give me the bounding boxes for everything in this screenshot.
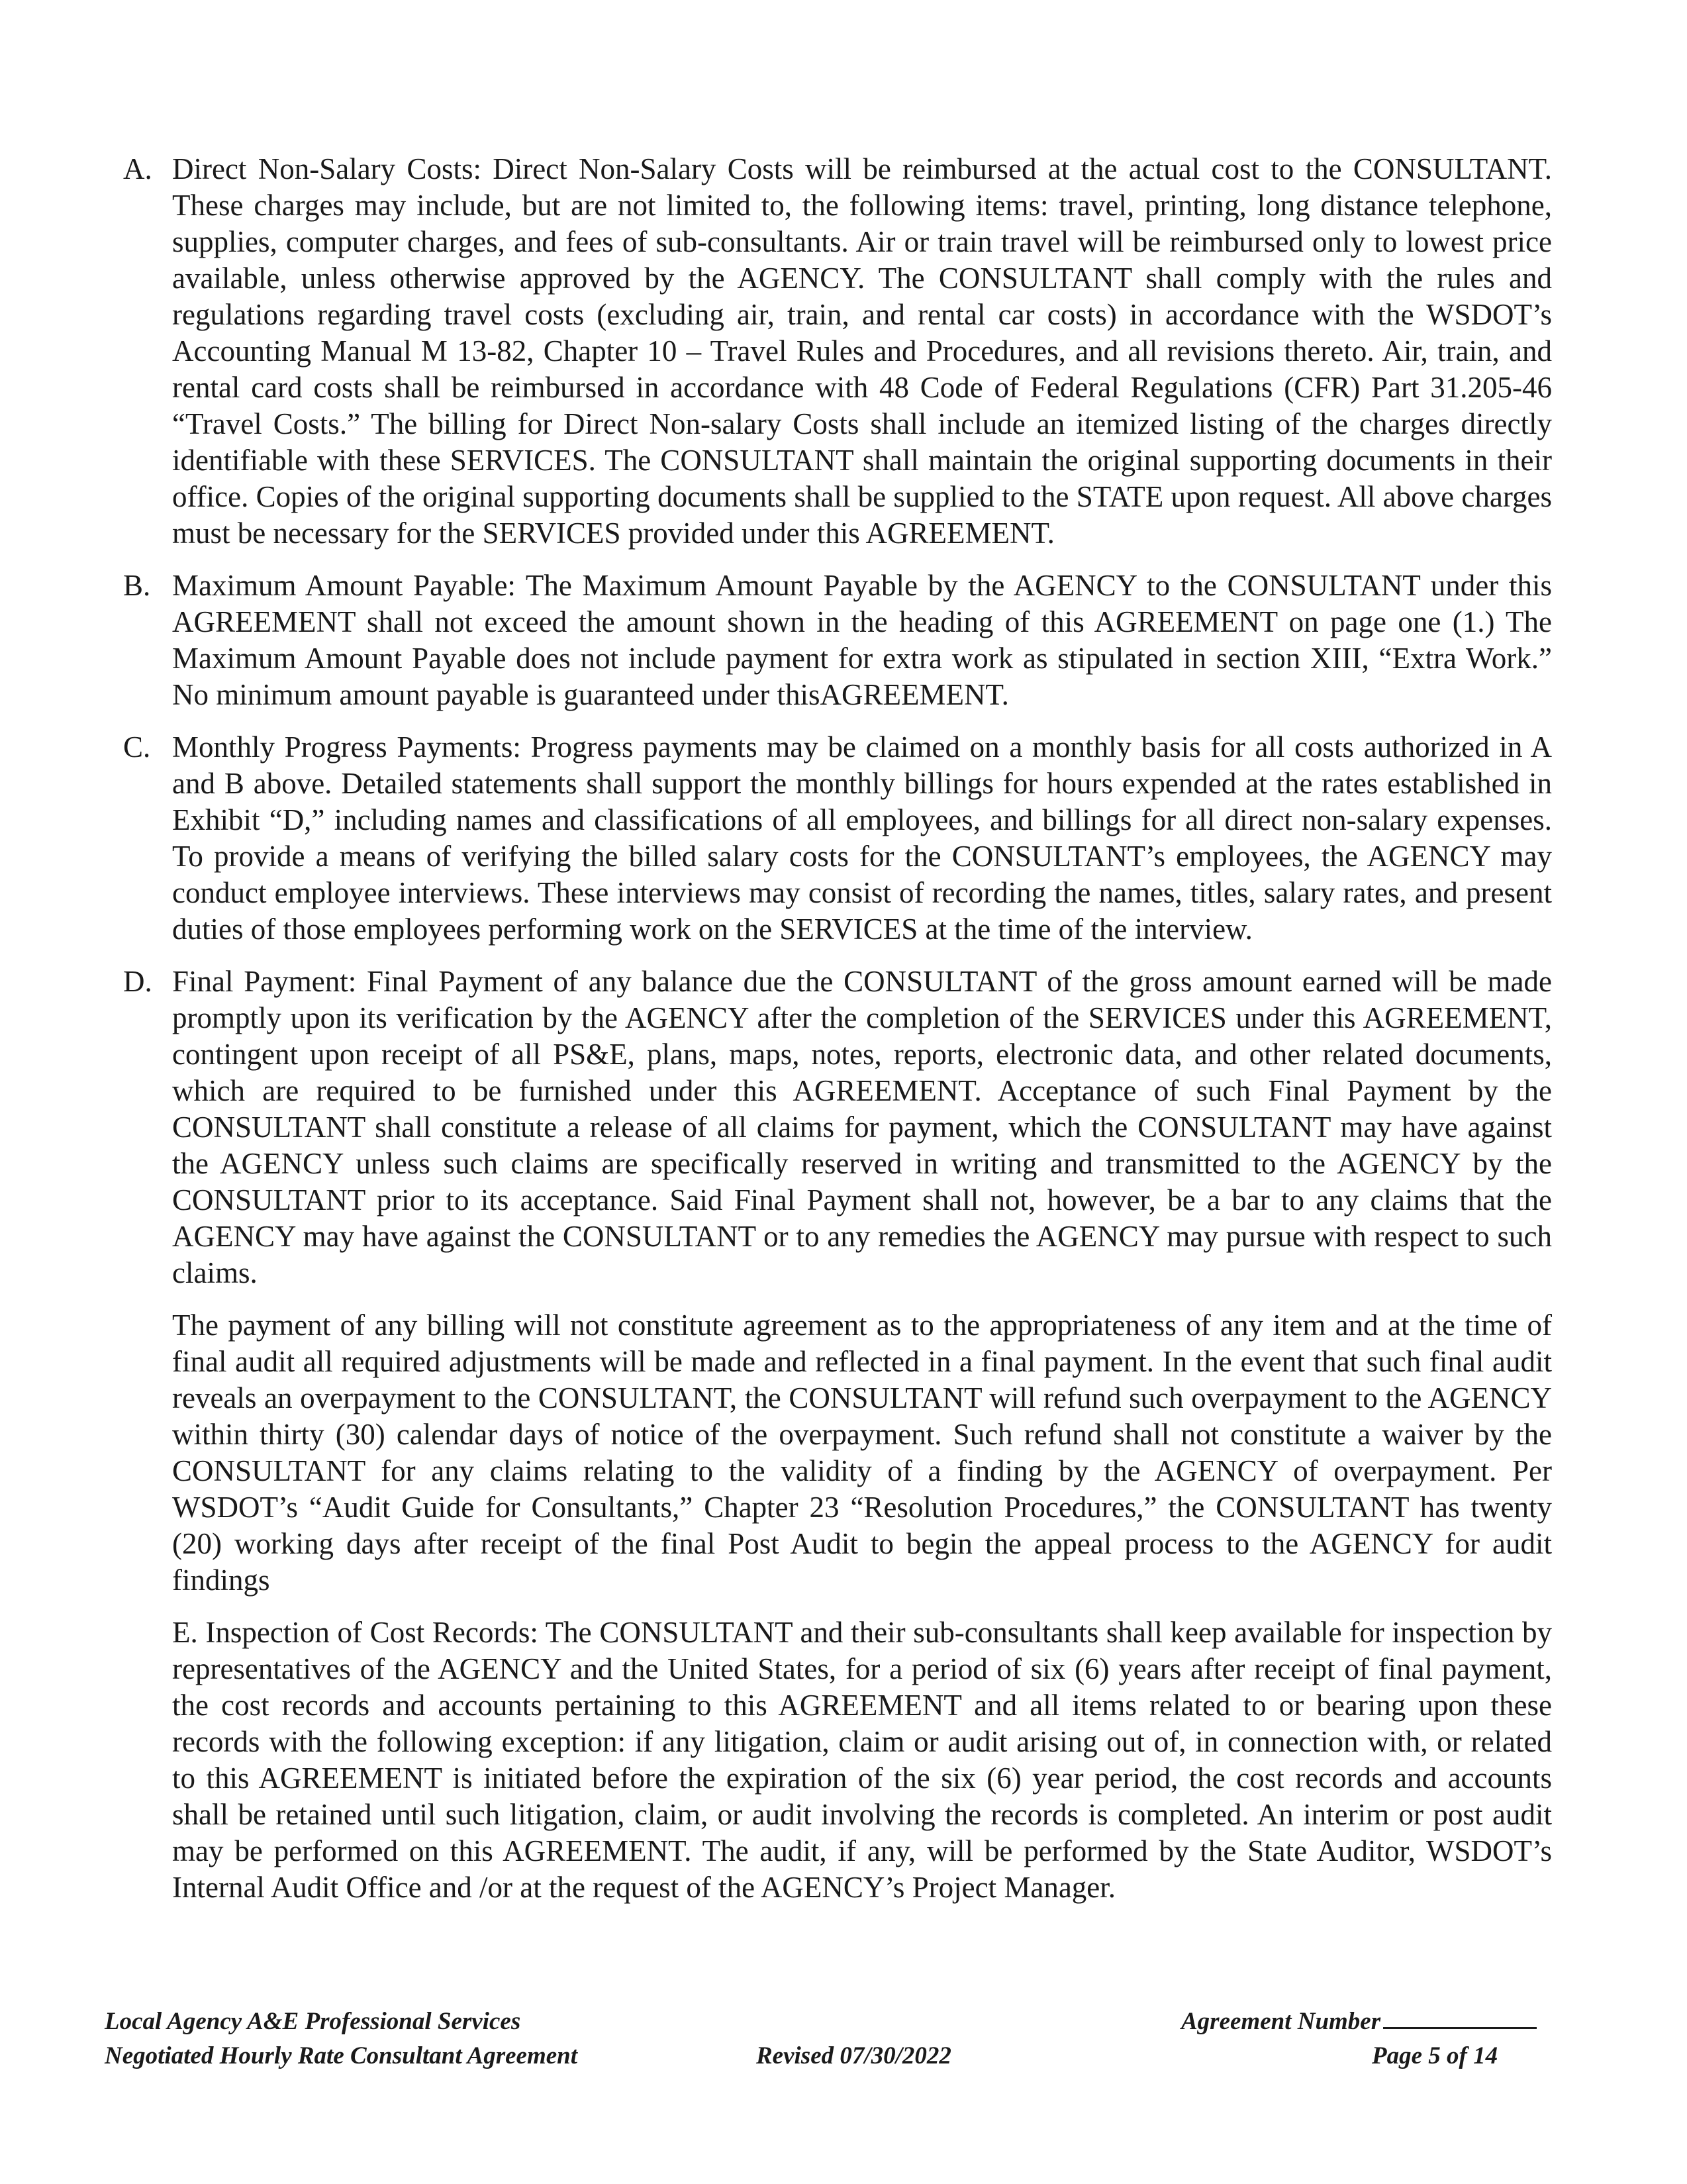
section-a — [114, 151, 1552, 552]
section-b-text: Maximum Amount Payable: The Maximum Amount Payable by the AGENCY to the CONSULTANT under this AGREEMENT shall not exceed the amount shown in the heading of this AGREEMENT on page one (1.) The Maximum Amount Payable does not include payment for extra work as stipulated in section XIII, “Extra Work.” No minimum amount payable is guaranteed under thisAGREEMENT. — [172, 569, 1552, 711]
section-b-marker: B. — [123, 569, 151, 602]
agreement-number-label: Agreement Number — [1181, 2008, 1381, 2035]
section-d-text: Final Payment: Final Payment of any balance due the CONSULTANT of the gross amount earned will be made promptly upon its verification by the AGENCY after the completion of the SERVICES under this AGREEMENT, contingent upon receipt of all PS&E, plans, maps, notes, reports, electronic data, and other related documents, which are required to be furnished under this AGREEMENT. Acceptance of such Final Payment by the CONSULTANT shall constitute a release of all claims for payment, which the CONSULTANT may have against the AGENCY unless such claims are specifically reserved in writing and transmitted to the AGENCY by the CONSULTANT prior to its acceptance. Said Final Payment shall not, however, be a bar to any claims that the AGENCY may have against the CONSULTANT or to any remedies the AGENCY may pursue with respect to such claims. — [172, 965, 1552, 1289]
section-a-marker: A. — [123, 152, 152, 185]
section-a-text: Direct Non-Salary Costs: Direct Non-Salary Costs will be reimbursed at the actual cost to the CONSULTANT. These charges may include, but are not limited to, the following items: travel, printing, long distance telephone, supplies, computer charges, and fees of sub-consultants. Air or train travel will be reimbursed only to lowest price available, unless otherwise approved by the AGENCY. The CONSULTANT shall comply with the rules and regulations regarding travel costs (excluding air, train, and rental car costs) in accordance with the WSDOT’s Accounting Manual M 13-82, Chapter 10 – Travel Rules and Procedures, and all revisions thereto. Air, train, and rental card costs shall be reimbursed in accordance with 48 Code of Federal Regulations (CFR) Part 31.205-46 “Travel Costs.” The billing for Direct Non-salary Costs shall include an itemized listing of the charges directly identifiable with these SERVICES. The CONSULTANT shall maintain the original supporting documents in their office. Copies of the original supporting documents shall be supplied to the STATE upon request. All above charges must be necessary for the SERVICES provided under this AGREEMENT. — [172, 152, 1552, 550]
footer-page-number: Page 5 of 14 — [1372, 2042, 1498, 2069]
footer-left — [105, 2005, 577, 2073]
section-d-marker: D. — [123, 965, 152, 998]
footer-agreement-type: Negotiated Hourly Rate Consultant Agreement — [105, 2042, 578, 2069]
section-c-marker: C. — [123, 730, 151, 764]
section-e: E. Inspection of Cost Records: The CONSULTANT and their sub-consultants shall keep available for inspection by representatives of the AGENCY and the United States, for a period of six (6) years after receipt of final payment, the cost records and accounts pertaining to this AGREEMENT and all items related to or bearing upon these records with the following exception: if any litigation, claim or audit arising out of, in connection with, or related to this AGREEMENT is initiated before the expiration of the six (6) year period, the cost records and accounts shall be retained until such litigation, claim, or audit involving the records is completed. An interim or post audit may be performed on this AGREEMENT. The audit, if any, will be performed by the State Auditor, WSDOT’s Internal Audit Office and /or at the request of the AGENCY’s Project Manager. — [172, 1616, 1552, 1904]
section-d-continued: The payment of any billing will not constitute agreement as to the appropriateness of any item and at the time of final audit all required adjustments will be made and reflected in a final payment. In the event that such final audit reveals an overpayment to the CONSULTANT, the CONSULTANT will refund such overpayment to the AGENCY within thirty (30) calendar days of notice of the overpayment. Such refund shall not constitute a waiver by the CONSULTANT for any claims relating to the validity of a finding by the AGENCY of overpayment. Per WSDOT’s “Audit Guide for Consultants,” Chapter 23 “Resolution Procedures,” the CONSULTANT has twenty (20) working days after receipt of the final Post Audit to begin the appeal process to the AGENCY for audit findings — [172, 1309, 1552, 1597]
page-footer — [105, 2005, 1561, 2091]
agreement-number-blank — [1383, 2005, 1537, 2029]
footer-agreement-number — [1181, 2005, 1537, 2039]
section-b — [114, 568, 1552, 713]
section-c-text: Monthly Progress Payments: Progress payments may be claimed on a monthly basis for all costs authorized in A and B above. Detailed statements shall support the monthly billings for hours expended at the rates established in Exhibit “D,” including names and classifications of all employees, and billings for all direct non-salary expenses. To provide a means of verifying the billed salary costs for the CONSULTANT’s employees, the AGENCY may conduct employee interviews. These interviews may consist of recording the names, titles, salary rates, and present duties of those employees performing work on the SERVICES at the time of the interview. — [172, 730, 1552, 946]
section-c — [114, 729, 1552, 948]
footer-revised-date: Revised 07/30/2022 — [756, 2042, 951, 2069]
footer-program-title: Local Agency A&E Professional Services — [105, 2008, 521, 2035]
section-d — [114, 964, 1552, 1291]
document-body — [114, 151, 1552, 1922]
